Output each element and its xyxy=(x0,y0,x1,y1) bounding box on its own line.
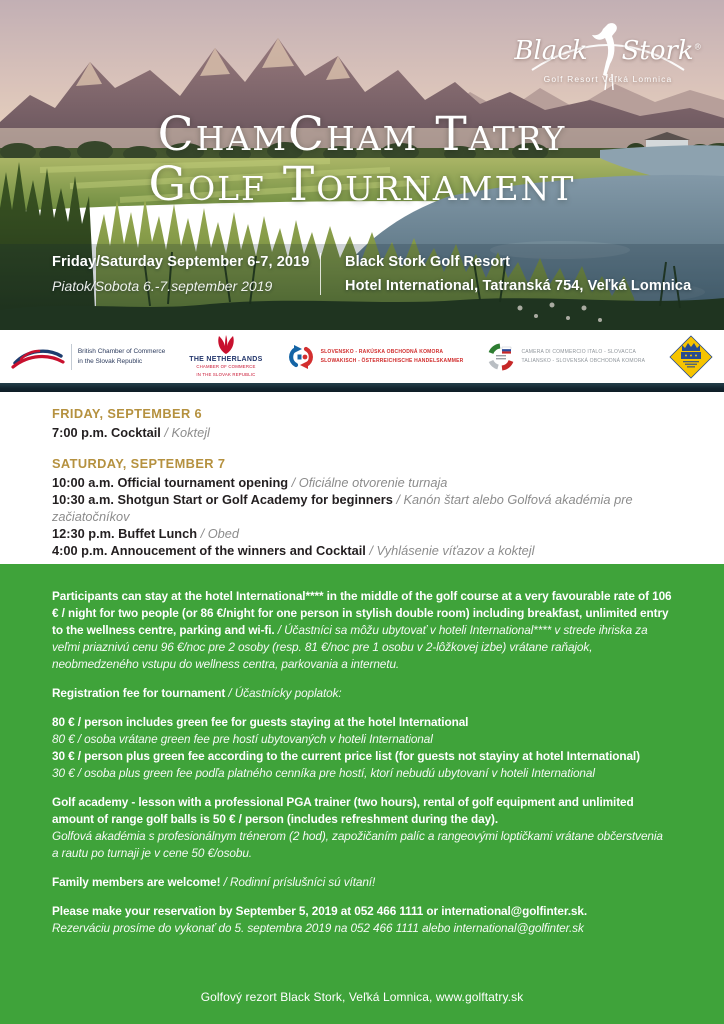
reservation-paragraph xyxy=(52,903,672,937)
brand-wordmark xyxy=(514,36,702,66)
event-title: 4:00 p.m. Annoucement of the winners and Cocktail xyxy=(52,543,366,558)
friday-schedule xyxy=(52,406,672,441)
tulip-icon xyxy=(216,335,236,355)
event-translation: / Koktejl xyxy=(160,425,210,440)
schedule-item xyxy=(52,542,672,559)
italo-slovak-text xyxy=(521,348,645,365)
event-venue xyxy=(345,250,691,298)
fee-line: 80 € / osoba vrátane green fee pre hostí ubytovaných v hoteli International xyxy=(52,731,433,746)
registration-english: Registration fee for tournament xyxy=(52,685,226,700)
saturday-schedule xyxy=(52,456,672,559)
logo-slovak-austrian-chamber xyxy=(287,343,464,371)
schedule-item xyxy=(52,474,672,491)
saturday-heading: SATURDAY, SEPTEMBER 7 xyxy=(52,456,226,471)
logo-divider xyxy=(71,344,72,370)
event-translation: / Kanón štart alebo Golfová akadémia pre začiatočníkov xyxy=(52,492,633,524)
british-chamber-text xyxy=(78,347,165,367)
venue-name: Black Stork Golf Resort xyxy=(345,254,511,270)
fee-line: 30 € / person plus green fee according to the current price list (for guests not stayiny at hotel International) xyxy=(52,748,640,763)
circular-arrows-icon xyxy=(287,343,315,371)
academy-english: Golf academy - lesson with a professional PGA trainer (two hours), rental of golf equipment and unlimited amount of range golf balls is 50 € / person (includes refreshment during the day). xyxy=(52,794,634,826)
title-line-1: ChamCham Tatry xyxy=(157,107,567,162)
registration-slovak: / Účastnícky poplatok: xyxy=(225,685,342,700)
family-english: Family members are welcome! xyxy=(52,874,221,889)
schedule-item xyxy=(52,525,672,542)
tournament-info-section xyxy=(0,564,724,1024)
event-title: 10:00 a.m. Official tournament opening xyxy=(52,475,289,490)
schedule-section xyxy=(0,392,724,564)
date-slovak: Piatok/Sobota 6.-7.september 2019 xyxy=(52,278,273,294)
registration-heading xyxy=(52,685,672,702)
academy-paragraph xyxy=(52,794,672,862)
event-dates xyxy=(52,250,320,298)
logo-british-chamber xyxy=(11,344,165,370)
schedule-item xyxy=(52,424,672,441)
british-swoosh-icon xyxy=(11,344,65,370)
event-translation: / Oficiálne otvorenie turnaja xyxy=(288,475,448,490)
event-title: 7:00 p.m. Cocktail xyxy=(52,425,161,440)
fee-line: 30 € / osoba plus green fee podľa platného cenníka pre hostí, ktorí nebudú ubytovaní v hoteli International xyxy=(52,765,595,780)
title-line-2: Golf Tournament xyxy=(148,156,576,212)
accommodation-slovak: / Účastníci sa môžu ubytovať v hoteli International**** v strede ihriska za veľmi priaznivú cenu 96 €/noc pre 2 osoby (resp. 81 €/noc pre 1 osobu v 2-lôžkovej izbe) vrátane raňajok, neobmedzeného vstupu do wellness centra, parkovania a internetu. xyxy=(52,622,648,671)
brand-word-stork: Stork® xyxy=(621,36,702,66)
slovak-austrian-text xyxy=(321,348,464,365)
logo-diamond-chamber xyxy=(669,335,713,379)
brand-subtitle: Golf Resort Veľká Lomnica xyxy=(543,74,673,84)
logo-italo-slovak-chamber xyxy=(487,343,645,371)
family-slovak: / Rodinní príslušníci sú vítaní! xyxy=(220,874,376,889)
italo-slovak-ring-icon xyxy=(487,343,515,371)
registered-mark: ® xyxy=(693,42,702,52)
event-translation: / Obed xyxy=(197,526,240,541)
fees-block xyxy=(52,714,672,782)
hero-photo xyxy=(0,0,724,330)
fee-line: 80 € / person includes green fee for guests staying at the hotel International xyxy=(52,714,469,729)
brand-word-black: Black xyxy=(514,36,588,66)
logo-netherlands-chamber xyxy=(189,335,262,378)
date-english: Friday/Saturday September 6-7, 2019 xyxy=(52,254,310,270)
academy-slovak: Golfová akadémia s profesionálnym trénerom (2 hod), zapožičaním palíc a rangeovými loptičkami vrátane občerstvenia a rautu po turnaji je v cene 50 €/osobu. xyxy=(52,828,663,860)
netherlands-title: THE NETHERLANDS xyxy=(189,356,263,364)
footer-resort-line: Golfový rezort Black Stork, Veľká Lomnica, www.golftatry.sk xyxy=(200,989,524,1004)
accommodation-english: Participants can stay at the hotel International**** in the middle of the golf course at a very favourable rate of 106 € / night for two people (or 86 €/night for one person in stylish double room) including breakfast, unlimited entry to the wellness centre, parking and wi-fi. xyxy=(52,589,672,637)
reservation-english: Please make your reservation by September 5, 2019 at 052 466 1111 or international@golfinter.sk. xyxy=(52,903,587,918)
diamond-crown-icon xyxy=(669,335,713,379)
navy-divider-bar xyxy=(0,383,724,392)
british-line-2: in the Slovak Republic xyxy=(77,357,143,365)
netherlands-line-1: CHAMBER OF COMMERCE xyxy=(196,364,256,370)
event-title: 10:30 a.m. Shotgun Start or Golf Academy for beginners xyxy=(52,492,393,507)
austrian-line-2: SLOWAKISCH - ÖSTERREICHISCHE HANDELSKAMMER xyxy=(320,357,464,364)
italian-line-2: TALIANSKO - SLOVENSKÁ OBCHODNÁ KOMORA xyxy=(521,357,646,364)
friday-heading: FRIDAY, SEPTEMBER 6 xyxy=(52,406,203,421)
black-stork-logo xyxy=(514,18,702,96)
vertical-divider xyxy=(320,253,321,295)
event-translation: / Vyhlásenie víťazov a koktejl xyxy=(365,543,535,558)
venue-address: Hotel International, Tatranská 754, Veľká Lomnica xyxy=(345,278,692,294)
netherlands-line-2: IN THE SLOVAK REPUBLIC xyxy=(196,371,256,377)
accommodation-paragraph xyxy=(52,588,672,673)
event-title: 12:30 p.m. Buffet Lunch xyxy=(52,526,198,541)
italian-line-1: CAMERA DI COMMERCIO ITALO - SLOVACCA xyxy=(521,349,636,355)
austrian-line-1: SLOVENSKO - RAKÚSKA OBCHODNÁ KOMORA xyxy=(320,349,444,355)
partner-logos-band xyxy=(0,330,724,383)
reservation-slovak: Rezerváciu prosíme do vykonať do 5. septembra 2019 na 052 466 1111 alebo international@golfinter.sk xyxy=(52,920,584,935)
family-paragraph xyxy=(52,874,672,891)
event-info-bar xyxy=(52,250,696,298)
page-title xyxy=(0,107,724,212)
british-line-1: British Chamber of Commerce xyxy=(77,347,166,355)
schedule-item xyxy=(52,491,672,525)
